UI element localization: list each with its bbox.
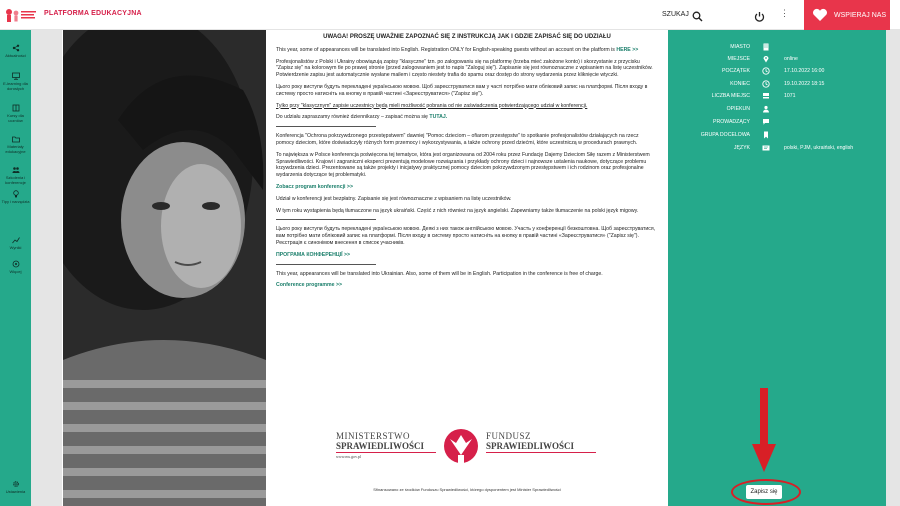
free-participation-note: Udział w konferencji jest bezpłatny. Zapisanie się jest równoznaczne z wpisaniem na listę uczestników. [276,195,512,202]
info-label: JĘZYK [733,145,750,151]
sidebar-item-label: E-learning dla dorosłych [3,81,28,91]
program-link[interactable]: Zobacz program konferencji >> [276,183,353,190]
book-icon [12,104,20,112]
sidebar-item-tips[interactable] [0,190,31,204]
sidebar-item-label: Tipy i narzędzia [1,199,30,204]
ukrainian-instructions: Цього року виступи будуть перекладені українською мовою. Щоб зареєструватися вам у часті потрібно мати обліковий запис на платформі. Після входу в систему просто натисніть на кнопку в правій частині «Зареєструватися» ("Zapisz się"). [276,83,648,97]
sidebar-item-materials[interactable] [0,135,31,154]
heart-icon [812,8,828,22]
divider [276,264,376,265]
chat-icon [762,118,770,126]
info-row-tutor [668,105,886,115]
english-registration-link[interactable]: HERE >> [616,46,639,53]
sidebar-item-label: Wyniki [9,245,22,250]
location-icon [762,55,770,63]
info-label: MIASTO [730,44,750,50]
info-row-city [668,43,886,53]
instruction-heading: UWAGA! PROSZĘ UWAŻNIE ZAPOZNAĆ SIĘ Z INSTRUKCJĄ JAK I GDZIE ZAPISAĆ SIĘ DO UDZIAŁU [323,34,611,40]
more-icon [12,260,20,268]
page-margin-right [886,30,900,506]
info-row-presenter [668,118,886,128]
more-menu-icon[interactable]: ⋮ [780,8,789,18]
english-note [276,47,658,54]
platform-title[interactable]: PLATFORMA EDUKACYJNA [44,10,142,17]
bookmark-icon [762,131,770,139]
certificate-note: Tylko przy "klasycznym" zapisie uczestnicy będą mieli możliwość pobrania od nie zaświadczenia potwierdzającego udział w konferencji. [276,102,588,109]
info-value: 1071 [784,93,796,99]
ministry-logo-line2: SPRAWIEDLIWOŚCI [336,441,436,453]
clock-icon [762,80,770,88]
sidebar-item-label: Aktualności [5,53,26,58]
ukrainian-program-link[interactable]: ПРОГРАМА КОНФЕРЕНЦІЇ >> [276,251,351,258]
folder-icon [12,135,20,143]
funding-footnote: Sfinansowano ze środków Funduszu Sprawiedliwości, którego dysponentem jest Minister Sprawiedliwości [373,487,561,492]
power-icon[interactable] [754,9,765,20]
support-button-label: WSPIERAJ NAS [834,11,887,19]
sidebar-item-courses[interactable] [0,104,31,123]
conference-description: Konferencja "Ochrona pokrzywdzonego przestępstwem" dawniej "Pomoc dzieciom – ofiarom przestępstw" to spotkanie profesjonalistów działających na rzecz pomocy dzieciom, które doświadczyły różnych form przemocy i wykorzystywania, a także ochrony przed dziećmi, które uczestniczą w procedurach prawnych. [276,133,639,146]
sidebar-item-more[interactable] [0,260,31,274]
divider [276,219,376,220]
journalists-note [276,114,658,121]
info-label: POCZĄTEK [722,68,750,74]
person-icon [762,105,770,113]
search-label[interactable]: SZUKAJ [662,11,689,18]
conference-history: To największa w Polsce konferencja poświęcona tej tematyce, która jest organizowana od 2004 roku przez Fundację Dajemy Dzieciom Siłę razem z Ministerstwem Sprawiedliwości. Krajowi i zagraniczni eksperci prezentują modelowe rozwiązania i przykłady ochrony dzieci i najnowsze ustalenia naukowe, dotyczące problemu krzywdzenia dzieci. Prezentowane są także projekty i inicjatywy praktycznej pomocy dzieciom pokrzywdzonym przestępstwem i ich rodzinom oraz profesjonalne wydarzenia dotyczące tej problematyki. [276,151,650,179]
fund-logo-line2: SPRAWIEDLIWOŚCI [486,441,596,453]
top-bar [0,0,900,30]
info-label: KONIEC [730,81,750,87]
ministry-logo-url: www.ms.gov.pl [336,454,361,459]
translation-note: W tym roku wystąpienia będą tłumaczone na język ukraiński. Część z nich również na język angielski. Zapewniamy także tłumaczenie na polski język migowy. [276,207,639,214]
search-icon[interactable] [692,9,703,20]
sidebar-item-label: Ustawienia [5,489,26,494]
language-icon [762,144,770,152]
info-row-end [668,80,886,90]
ministry-logo-line1: MINISTERSTWO [336,431,410,441]
share-icon [12,44,20,52]
info-value: 19.10.2022 18:15 [784,81,825,87]
sidebar-item-label: Więcej [9,269,22,274]
info-row-seats [668,92,886,102]
logo-icon[interactable] [4,6,38,24]
sponsor-logos [336,425,596,471]
people-icon [12,166,20,174]
join-button[interactable]: Zapisz się [746,485,782,499]
sidebar-item-label: Materiały edukacyjne [5,144,26,154]
info-label: MIEJSCE [727,56,750,62]
annotation-arrow-icon [752,388,776,472]
lightbulb-icon [12,190,20,198]
divider [276,126,376,127]
page-margin-left [31,30,62,506]
info-label: GRUPA DOCELOWA [700,132,750,138]
info-row-target-group [668,131,886,141]
journalists-link[interactable]: TUTAJ. [429,114,448,121]
info-row-start [668,67,886,77]
info-row-language [668,144,886,154]
sidebar-item-elearning[interactable] [0,72,31,91]
eagle-icon [440,425,482,469]
info-value: polski, PJM, ukraiński, english [784,145,854,151]
info-label: PROWADZĄCY [713,119,750,125]
ministry-logo [336,431,436,459]
info-row-place [668,55,886,65]
english-program-link[interactable]: Conference programme >> [276,282,343,289]
monitor-icon [12,72,20,80]
registration-instructions: Profesjonalistów z Polski i Ukrainy obowiązują zapisy "klasyczne" tzn. po zalogowaniu się na platformę (trzeba mieć założone konto) i skorzystanie z przycisku "Zapisz się" na kolorowym tle po prawej stronie (przed zalogowaniem jest to napis "Zaloguj się"). Zapisanie się jest równoznaczne z wpisaniem na listę uczestników. Potwierdzenie zapisu jest automatycznie wysłane mailem i często niestety trafia do spamu oraz dostęp do strony wydarzenia przez kliknięcie wtyczki. [276,58,653,79]
fund-logo-line1: FUNDUSZ [486,431,532,441]
sidebar-item-label: Szkolenia i konferencje [5,175,26,185]
clock-icon [762,67,770,75]
event-info-panel [668,30,886,506]
seats-icon [762,92,770,100]
sidebar-item-news[interactable] [0,44,31,58]
gear-icon [12,480,20,488]
building-icon [762,43,770,51]
fund-logo [486,431,596,453]
info-value: online [784,56,798,62]
sidebar [0,30,31,506]
event-photo [63,30,266,506]
english-note-text: This year, some of appearances will be translated into English. Registration ONLY for English-speaking guests without an account on the platform is [276,46,615,53]
info-value: 17.10.2022 16:00 [784,68,825,74]
english-description: This year, appearances will be translated into Ukrainian. Also, some of them will be in English. Participation in the conference is free of charge. [276,270,603,277]
support-button[interactable] [804,0,890,30]
ukrainian-description: Цього року виступи будуть перекладені українською мовою. Деякі з них також англійською мовою. Участь у конференції безкоштовна. Щоб зареєструватися, вам потрібно мати обліковий запис на платформі. Після входу в систему просто натисніть на кнопку в правій частині «Зареєструватися» ("Zapisz się"). Реєстрація є синонімом внесення в список учасників. [276,226,656,246]
info-label: LICZBA MIEJSC [711,93,750,99]
chart-icon [12,236,20,244]
info-label: OPIEKUN [726,106,750,112]
sidebar-item-results[interactable] [0,236,31,250]
annotation-circle [731,479,801,505]
journalists-note-text: Do udziału zapraszamy również dziennikarzy – zapisać można się [276,114,428,121]
sidebar-item-trainings[interactable] [0,166,31,185]
sidebar-item-label: Kursy dla uczniów [7,113,24,123]
sidebar-item-settings[interactable] [0,480,31,494]
